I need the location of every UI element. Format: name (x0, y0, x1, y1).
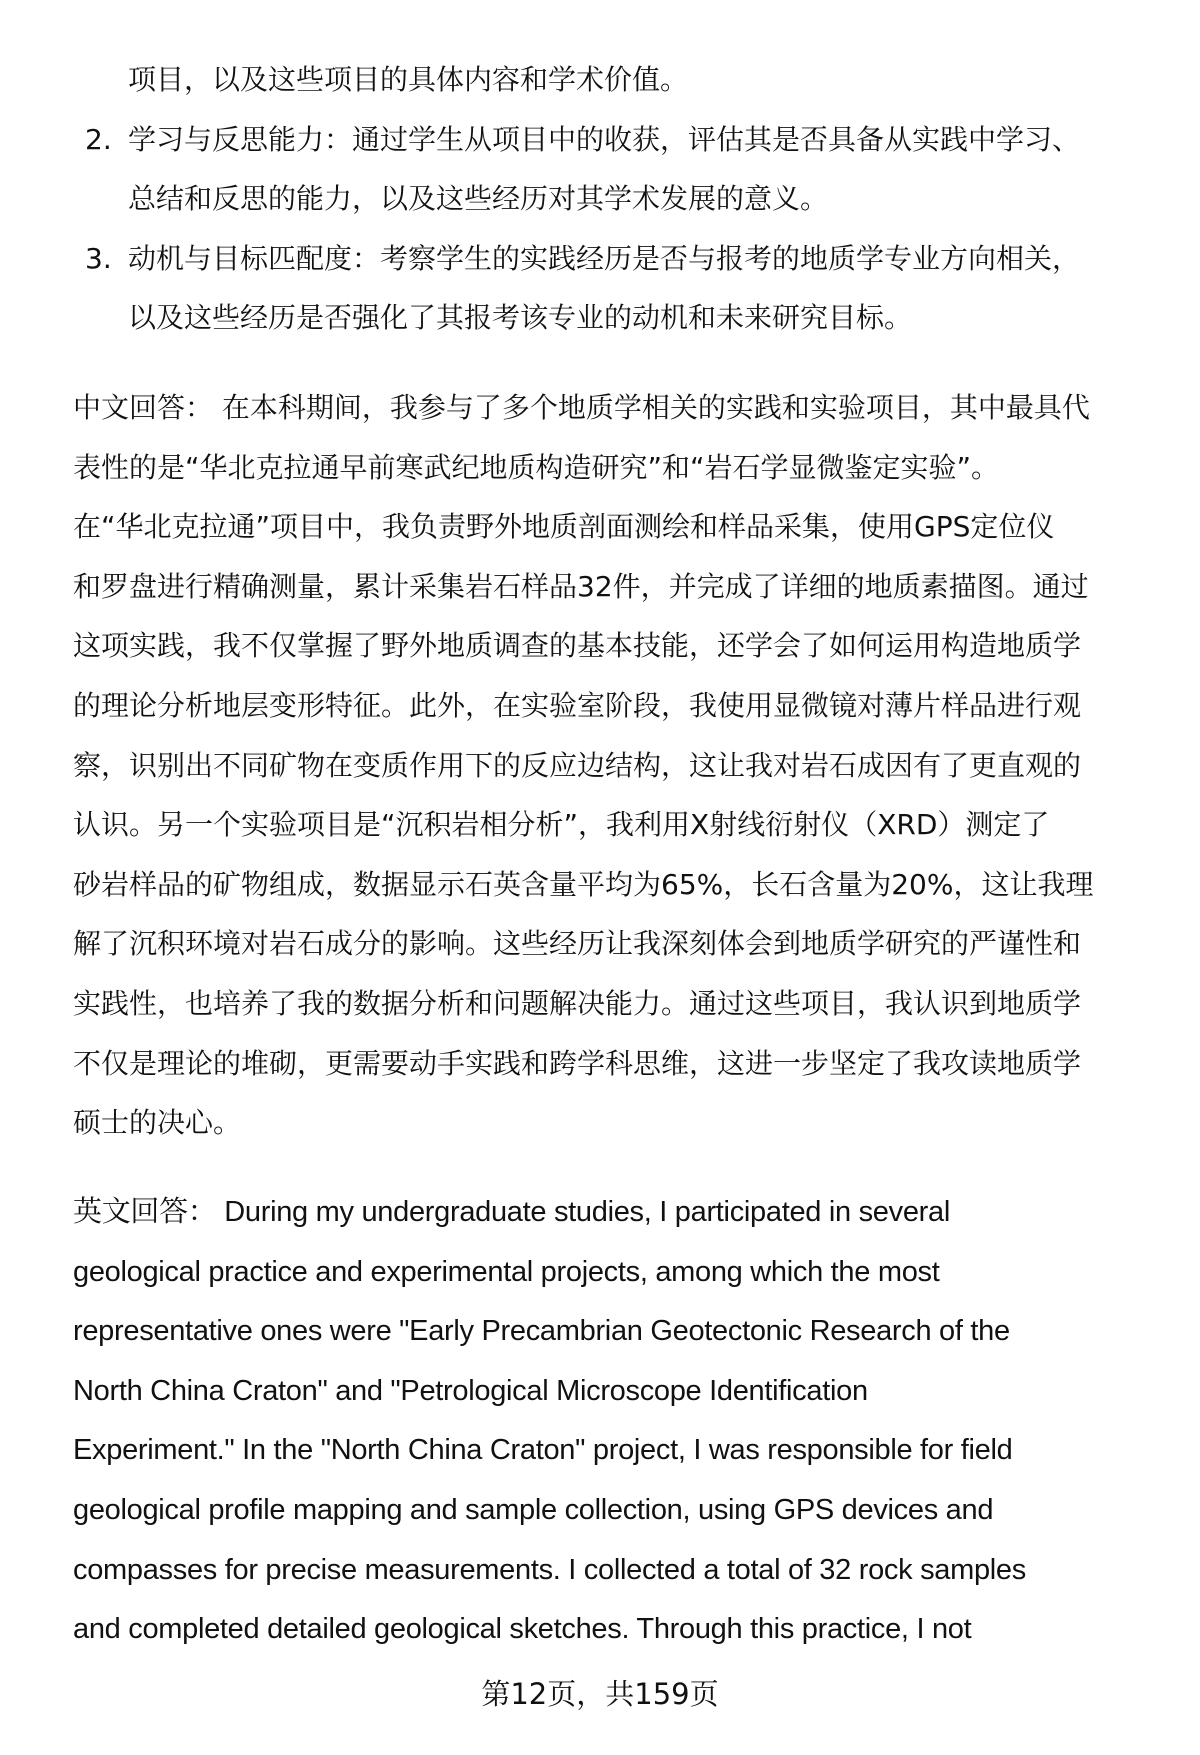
list-number: 2. (85, 122, 112, 156)
english-answer-line: representative ones were "Early Precambrian Geotectonic Research of the (73, 1315, 1010, 1348)
english-answer-line: and completed detailed geological sketches. Through this practice, I not (73, 1613, 972, 1646)
chinese-answer-line: 的理论分析地层变形特征。此外，在实验室阶段，我使用显微镜对薄片样品进行观 (73, 689, 1082, 722)
english-answer-line: North China Craton" and "Petrological Microscope Identification (73, 1374, 868, 1407)
criteria-line: 总结和反思的能力，以及这些经历对其学术发展的意义。 (128, 182, 829, 216)
english-answer-line: geological practice and experimental projects, among which the most (73, 1255, 940, 1288)
chinese-answer-line: 不仅是理论的堆砌，更需要动手实践和跨学科思维，这进一步坚定了我攻读地质学 (73, 1046, 1082, 1080)
chinese-answer-line: 认识。另一个实验项目是“沉积岩相分析”，我利用X射线衍射仪（XRD）测定了 (73, 808, 1050, 842)
chinese-answer-line: 实践性，也培养了我的数据分析和问题解决能力。通过这些项目，我认识到地质学 (73, 987, 1082, 1020)
criteria-line: 项目，以及这些项目的具体内容和学术价值。 (128, 63, 689, 96)
list-number: 3. (85, 241, 112, 275)
chinese-answer-line: 硕士的决心。 (73, 1106, 242, 1140)
chinese-answer-line: 察，识别出不同矿物在变质作用下的反应边结构，这让我对岩石成因有了更直观的 (73, 748, 1082, 782)
english-answer-line: compasses for precise measurements. I collected a total of 32 rock samples (73, 1553, 1026, 1586)
chinese-answer-line: 砂岩样品的矿物组成，数据显示石英含量平均为65%，长石含量为20%，这让我理 (73, 867, 1094, 901)
criteria-line: 以及这些经历是否强化了其报考该专业的动机和未来研究目标。 (128, 301, 913, 335)
chinese-answer-line: 解了沉积环境对岩石成分的影响。这些经历让我深刻体会到地质学研究的严谨性和 (73, 927, 1082, 961)
chinese-answer-line: 表性的是“华北克拉通早前寒武纪地质构造研究”和“岩石学显微鉴定实验”。 (73, 450, 1000, 484)
english-answer-line: Experiment." In the "North China Craton" project, I was responsible for field (73, 1434, 1013, 1467)
english-answer-line: 英文回答： During my undergraduate studies, I participated in several (73, 1196, 950, 1228)
chinese-answer-line: 中文回答： 在本科期间，我参与了多个地质学相关的实践和实验项目，其中最具代 (73, 391, 1090, 424)
chinese-answer-line: 和罗盘进行精确测量，累计采集岩石样品32件，并完成了详细的地质素描图。通过 (73, 569, 1089, 603)
page-number: 第12页，共159页 (481, 1677, 719, 1711)
chinese-answer-line: 这项实践，我不仅掌握了野外地质调查的基本技能，还学会了如何运用构造地质学 (73, 629, 1082, 663)
criteria-line: 动机与目标匹配度：考察学生的实践经历是否与报考的地质学专业方向相关， (128, 241, 1081, 275)
criteria-line: 学习与反思能力：通过学生从项目中的收获，评估其是否具备从实践中学习、 (128, 122, 1081, 156)
chinese-answer-line: 在“华北克拉通”项目中，我负责野外地质剖面测绘和样品采集，使用GPS定位仪 (73, 510, 1055, 544)
english-answer-line: geological profile mapping and sample collection, using GPS devices and (73, 1494, 994, 1526)
